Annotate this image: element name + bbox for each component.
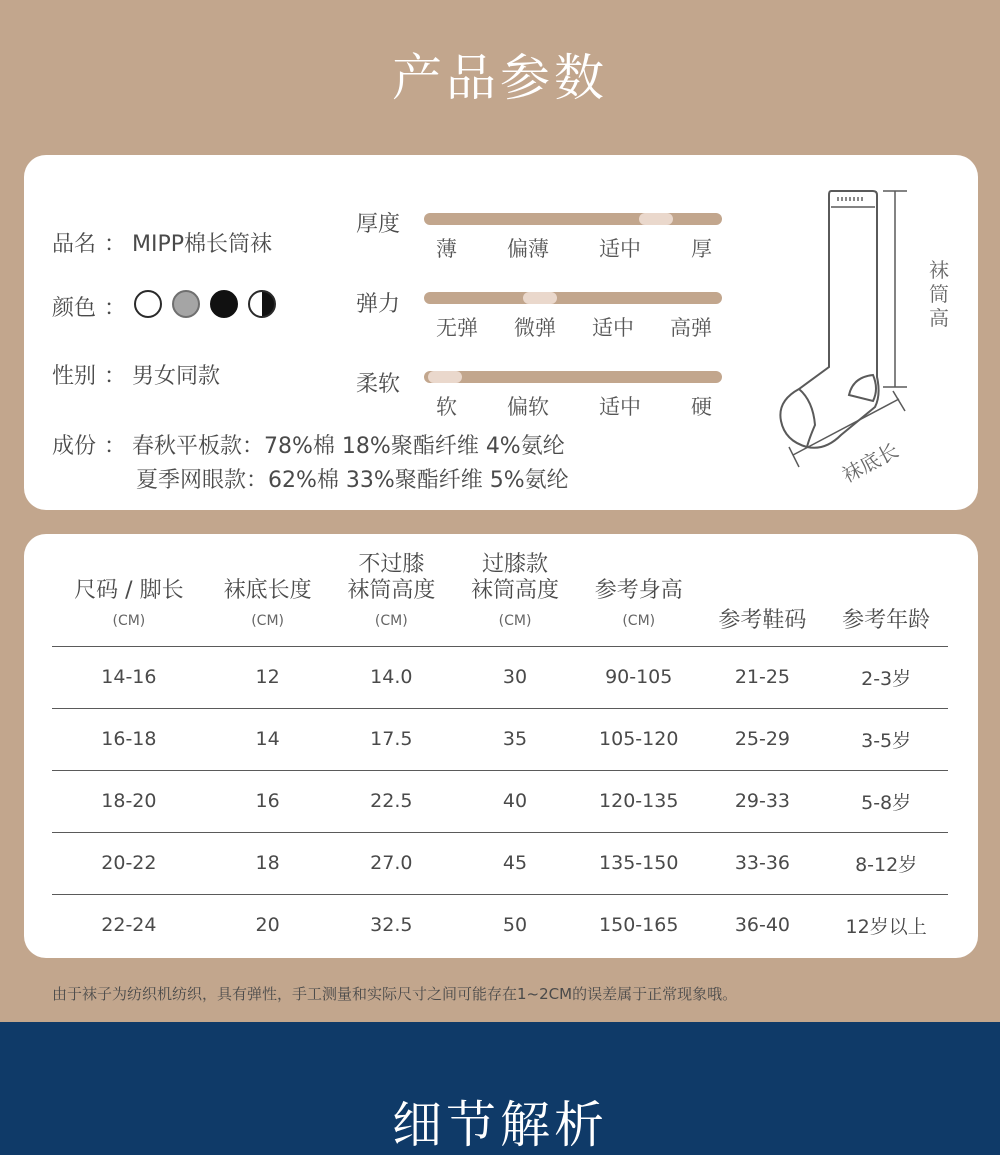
table-cell: 14 [206,708,330,770]
separator: ： [104,364,127,389]
color-swatch-black[interactable] [210,290,238,318]
elasticity-track [424,292,722,304]
gender-label: 性别 [52,364,97,389]
table-cell: 18 [206,832,330,894]
table-cell: 3-5岁 [824,708,948,770]
column-header [577,546,701,646]
column-header-line1: 袜底长度 [223,577,312,603]
tick-label: 偏软 [507,395,549,419]
size-table-body [52,646,948,956]
table-cell: 2-3岁 [824,646,948,708]
table-cell: 40 [453,770,577,832]
table-cell: 45 [453,832,577,894]
separator: ： [104,434,127,459]
table-cell: 14.0 [329,646,453,708]
gender-row [52,359,220,390]
column-header-line1: 参考年龄 [842,607,931,633]
toe-patch [799,389,815,447]
table-cell: 36-40 [701,894,825,956]
product-name-row [52,227,272,258]
table-cell: 105-120 [577,708,701,770]
tick-label: 薄 [436,237,457,261]
color-label: 颜色 [52,296,97,321]
table-cell: 35 [453,708,577,770]
tick-label: 硬 [691,395,712,419]
table-cell: 14-16 [52,646,206,708]
table-cell: 20 [206,894,330,956]
table-cell: 25-29 [701,708,825,770]
color-swatches [134,290,276,318]
table-row [52,894,948,956]
separator: ： [104,232,127,257]
table-cell: 18-20 [52,770,206,832]
softness-knob [428,371,462,383]
product-name-label: 品名 [52,232,97,257]
table-row [52,832,948,894]
color-swatch-half[interactable] [248,290,276,318]
table-row [52,708,948,770]
color-row [52,291,132,322]
product-name-value: MIPP棉长筒袜 [132,232,273,257]
elasticity-knob [523,292,557,304]
cuff-height-label: 袜筒高 [929,258,949,330]
table-cell: 135-150 [577,832,701,894]
color-swatch-white[interactable] [134,290,162,318]
table-cell: 150-165 [577,894,701,956]
tick-label: 高弹 [670,316,712,340]
thickness-ticks [424,233,722,263]
sock-diagram [769,185,969,495]
softness-track [424,371,722,383]
column-header [701,546,825,646]
elasticity-ticks [424,312,722,342]
tick-label: 无弹 [436,316,478,340]
thickness-label: 厚度 [356,212,401,237]
table-cell: 12 [206,646,330,708]
table-cell: 50 [453,894,577,956]
column-header-line2: 袜筒高度 [471,577,560,603]
tick-label: 适中 [599,237,641,261]
page-title: 产品参数 [392,49,608,107]
table-cell: 32.5 [329,894,453,956]
tick-label: 软 [436,395,457,419]
table-cell: 16-18 [52,708,206,770]
thickness-track [424,213,722,225]
column-header [206,546,330,646]
table-cell: 8-12岁 [824,832,948,894]
size-table [52,546,948,956]
column-header [453,546,577,646]
table-cell: 20-22 [52,832,206,894]
parameters-card [24,155,978,510]
column-header-line1: 过膝款 [482,551,549,577]
table-cell: 22-24 [52,894,206,956]
composition-line2: 夏季网眼款：62%棉 33%聚酯纤维 5%氨纶 [136,468,569,493]
column-header-unit: (CM) [374,612,408,629]
column-header [824,546,948,646]
column-header-line1: 不过膝 [358,551,425,577]
table-row [52,646,948,708]
measurement-note: 由于袜子为纺织机纺织，具有弹性，手工测量和实际尺寸之间可能存在1~2CM的误差属于正常现象哦。 [52,985,738,1003]
table-cell: 16 [206,770,330,832]
table-cell: 33-36 [701,832,825,894]
composition-line1: 春秋平板款：78%棉 18%聚酯纤维 4%氨纶 [132,434,565,459]
tick-label: 微弹 [514,316,556,340]
table-cell: 120-135 [577,770,701,832]
size-chart-card [24,534,978,958]
heel-patch [849,375,876,401]
column-header-line2: 袜筒高度 [347,577,436,603]
composition-row [52,429,565,460]
size-table-header [52,546,948,646]
composition-label: 成份 [52,434,97,459]
softness-ticks [424,391,722,421]
color-swatch-gray[interactable] [172,290,200,318]
softness-label: 柔软 [356,372,401,397]
column-header [52,546,206,646]
column-header-unit: (CM) [622,612,656,629]
table-cell: 30 [453,646,577,708]
table-row [52,770,948,832]
footer-title: 细节解析 [392,1096,608,1154]
table-cell: 21-25 [701,646,825,708]
tick-label: 偏薄 [507,237,549,261]
table-cell: 5-8岁 [824,770,948,832]
table-cell: 17.5 [329,708,453,770]
column-header [329,546,453,646]
tick-label: 适中 [599,395,641,419]
column-header-unit: (CM) [112,612,146,629]
sock-outline [780,191,878,448]
column-header-line1: 参考鞋码 [718,607,807,633]
tick-label: 厚 [691,237,712,261]
separator: ： [104,296,127,321]
table-cell: 12岁以上 [824,894,948,956]
column-header-line1: 尺码 / 脚长 [74,577,184,603]
table-cell: 22.5 [329,770,453,832]
table-cell: 90-105 [577,646,701,708]
thickness-knob [639,213,673,225]
table-cell: 27.0 [329,832,453,894]
column-header-unit: (CM) [251,612,284,629]
column-header-line1: 参考身高 [594,577,683,603]
sole-length-label: 袜底长 [838,438,903,488]
column-header-unit: (CM) [498,612,532,629]
gender-value: 男女同款 [132,364,221,389]
table-cell: 29-33 [701,770,825,832]
elasticity-label: 弹力 [356,292,401,317]
tick-label: 适中 [592,316,634,340]
